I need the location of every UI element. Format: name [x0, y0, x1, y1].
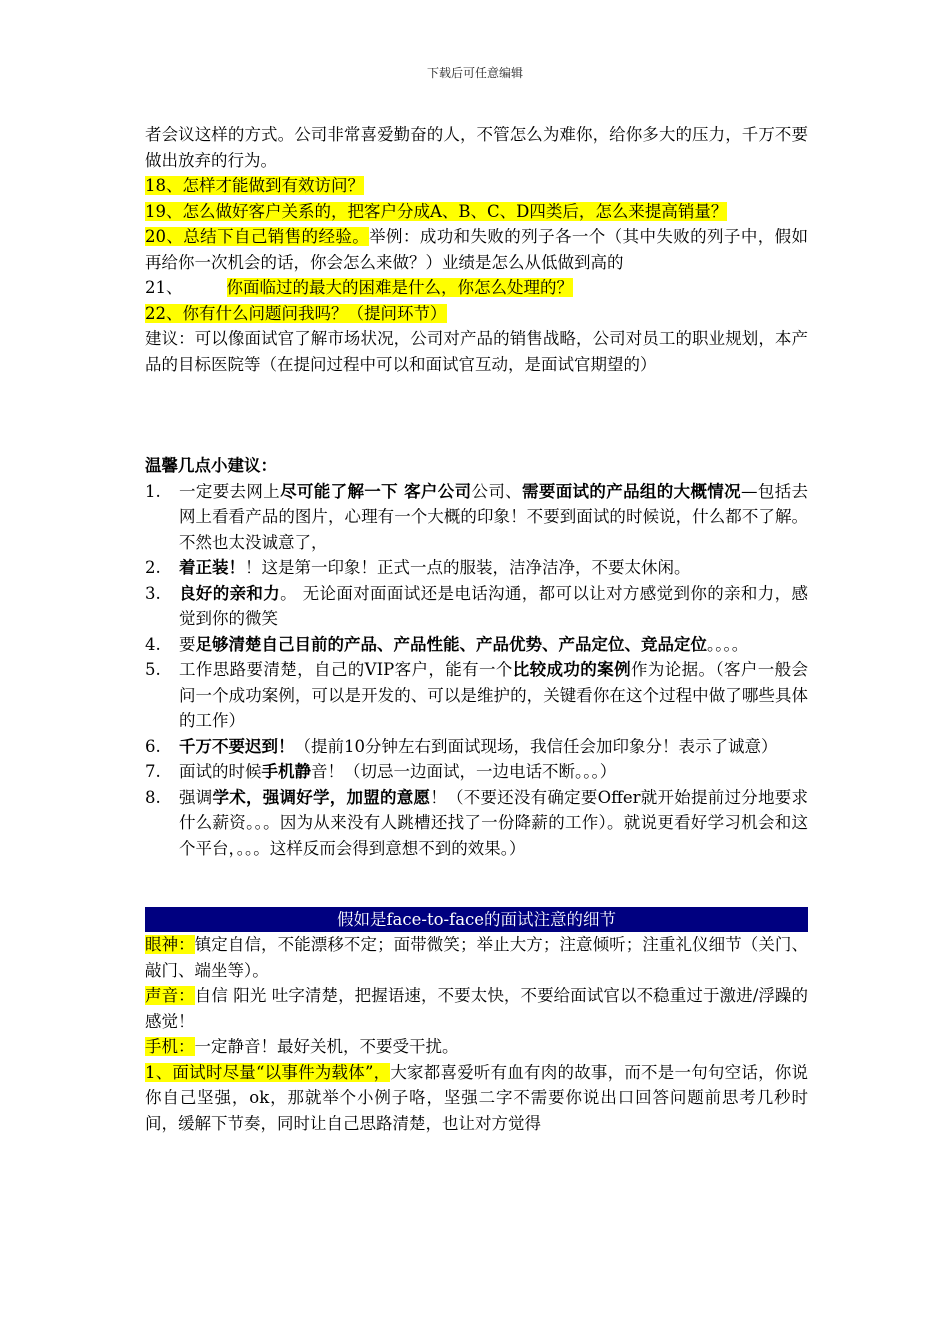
- page-header: 下载后可任意编辑: [426, 66, 523, 80]
- tip-emphasis: 良好的亲和力: [179, 583, 281, 603]
- question-21: [145, 275, 808, 301]
- tip-item: [145, 759, 808, 785]
- phone-paragraph: [145, 1034, 808, 1060]
- tip-text: 工作思路要清楚，自己的VIP客户，能有一个: [179, 660, 513, 679]
- tip-emphasis: 比较成功的案例: [512, 660, 631, 679]
- question-20: [145, 224, 808, 275]
- voice-label: 声音：: [145, 986, 195, 1005]
- tip-emphasis: 着正装！: [179, 558, 245, 577]
- voice-paragraph: [145, 983, 808, 1034]
- tip-item: [145, 632, 808, 658]
- question-22-text: 22、你有什么问题问我吗？（提问环节）: [145, 303, 447, 323]
- tip-emphasis: 足够清楚自己目前的产品、产品性能、产品优势、产品定位、竞品定位: [195, 634, 707, 654]
- point-1-paragraph: [145, 1060, 808, 1137]
- tip-text: 。 无论面对面面试还是电话沟通，都可以让对方感觉到你的亲和力，感觉到你的微笑: [179, 583, 809, 628]
- tip-emphasis: 尽可能了解一下 客户公司: [280, 481, 472, 501]
- tips-list: [145, 479, 808, 862]
- tip-emphasis: 千万不要迟到！: [179, 736, 295, 756]
- tip-number: 6.: [145, 736, 161, 756]
- question-18-text: 18、怎样才能做到有效访问？: [145, 176, 364, 195]
- tip-text: ！这是第一印象！正式一点的服装，洁净洁净，不要太休闲。: [245, 558, 691, 577]
- tip-text: 作为论据。（客户一般会问一个成功案例，可以是开发的、可以是维护的，关键看你在这个过程中做了哪些具体的工作）: [179, 660, 809, 730]
- tip-item: [145, 581, 808, 632]
- tip-emphasis: 手机静: [261, 762, 311, 781]
- tip-number: 2.: [145, 558, 161, 577]
- tip-item: [145, 785, 808, 862]
- tip-number: 5.: [145, 660, 161, 679]
- question-19-text: 19、怎么做好客户关系的，把客户分成A、B、C、D四类后，怎么来提高销量？: [145, 201, 728, 221]
- question-20-detail: 举例：成功和失败的列子各一个（其中失败的列子中，假如再给你一次机会的话，你会怎么来做？）业绩是怎么从低做到高的: [145, 227, 809, 272]
- tip-number: 7.: [145, 762, 161, 781]
- tip-text: （提前10分钟左右到面试现场，我信任会加印象分！表示了诚意）: [294, 736, 778, 756]
- document-body: [145, 122, 808, 1136]
- phone-text: 一定静音！最好关机，不要受干扰。: [194, 1037, 459, 1056]
- point-1-text: 大家都喜爱听有血有肉的故事，而不是一句句空话，你说你自己坚强，ok，那就举个小例子咯，坚强二字不需要你说出口回答问题前思考几秒时间，缓解下节奏，同时让自己思路清楚，也让对方觉得: [145, 1062, 809, 1133]
- tip-text: 。。。。: [707, 634, 749, 654]
- phone-label: 手机：: [145, 1037, 195, 1056]
- tip-item: [145, 479, 808, 556]
- tip-item: [145, 555, 808, 581]
- tip-text: 强调: [179, 787, 213, 807]
- eye-contact-paragraph: [145, 932, 808, 983]
- tip-text: —包括去网上看看产品的图片，心理有一个大概的印象！不要到面试的时候说，什么都不了解。不然也太没诚意了，: [179, 481, 809, 552]
- question-22: [145, 301, 808, 327]
- tip-emphasis: 学术，强调好学，加盟的意愿: [212, 787, 431, 807]
- question-19: [145, 199, 808, 225]
- voice-text: 自信 阳光 吐字清楚，把握语速，不要太快，不要给面试官以不稳重过于激进/浮躁的感觉！: [145, 986, 809, 1031]
- question-20-highlight: 20、总结下自己销售的经验。: [145, 227, 370, 246]
- section-banner: 假如是face-to-face的面试注意的细节: [145, 907, 808, 932]
- question-18: [145, 173, 808, 199]
- advice-paragraph: 建议：可以像面试官了解市场状况，公司对产品的销售战略，公司对员工的职业规划，本产品的目标医院等（在提问过程中可以和面试官互动，是面试官期望的）: [145, 329, 808, 374]
- eye-text: 镇定自信，不能漂移不定；面带微笑；举止大方；注意倾听；注重礼仪细节（关门、敲门、端坐等）。: [145, 935, 809, 980]
- tip-text: ！（不要还没有确定要Offer就开始提前过分地要求什么薪资。。。因为从来没有人跳槽还找了一份降薪的工作）。就说更看好学习机会和这个平台，。。。这样反而会得到意想不到的效果。）: [179, 787, 809, 858]
- tip-number: 3.: [145, 583, 161, 603]
- tip-number: 1.: [145, 481, 161, 501]
- tip-item: [145, 734, 808, 760]
- question-21-text: 你面临过的最大的困难是什么，你怎么处理的？: [226, 278, 573, 297]
- eye-label: 眼神：: [145, 935, 195, 954]
- tip-item: [145, 657, 808, 734]
- tip-emphasis: 需要面试的产品组的大概情况: [522, 481, 741, 501]
- tip-text: 要: [179, 634, 196, 654]
- tip-text: 公司、: [471, 481, 523, 501]
- question-21-number: 21、: [145, 278, 183, 297]
- point-1-label: 1、面试时尽量“以事件为载体”，: [145, 1062, 391, 1082]
- tips-title: 温馨几点小建议：: [145, 456, 277, 475]
- tip-number: 8.: [145, 787, 161, 807]
- tip-text: 音！（切忌一边面试，一边电话不断。。。）: [311, 762, 617, 781]
- tip-number: 4.: [145, 634, 161, 654]
- continued-paragraph: 者会议这样的方式。公司非常喜爱勤奋的人，不管怎么为难你，给你多大的压力，千万不要做出放弃的行为。: [145, 125, 808, 170]
- tip-text: 一定要去网上: [179, 481, 281, 501]
- tip-text: 面试的时候: [179, 762, 262, 781]
